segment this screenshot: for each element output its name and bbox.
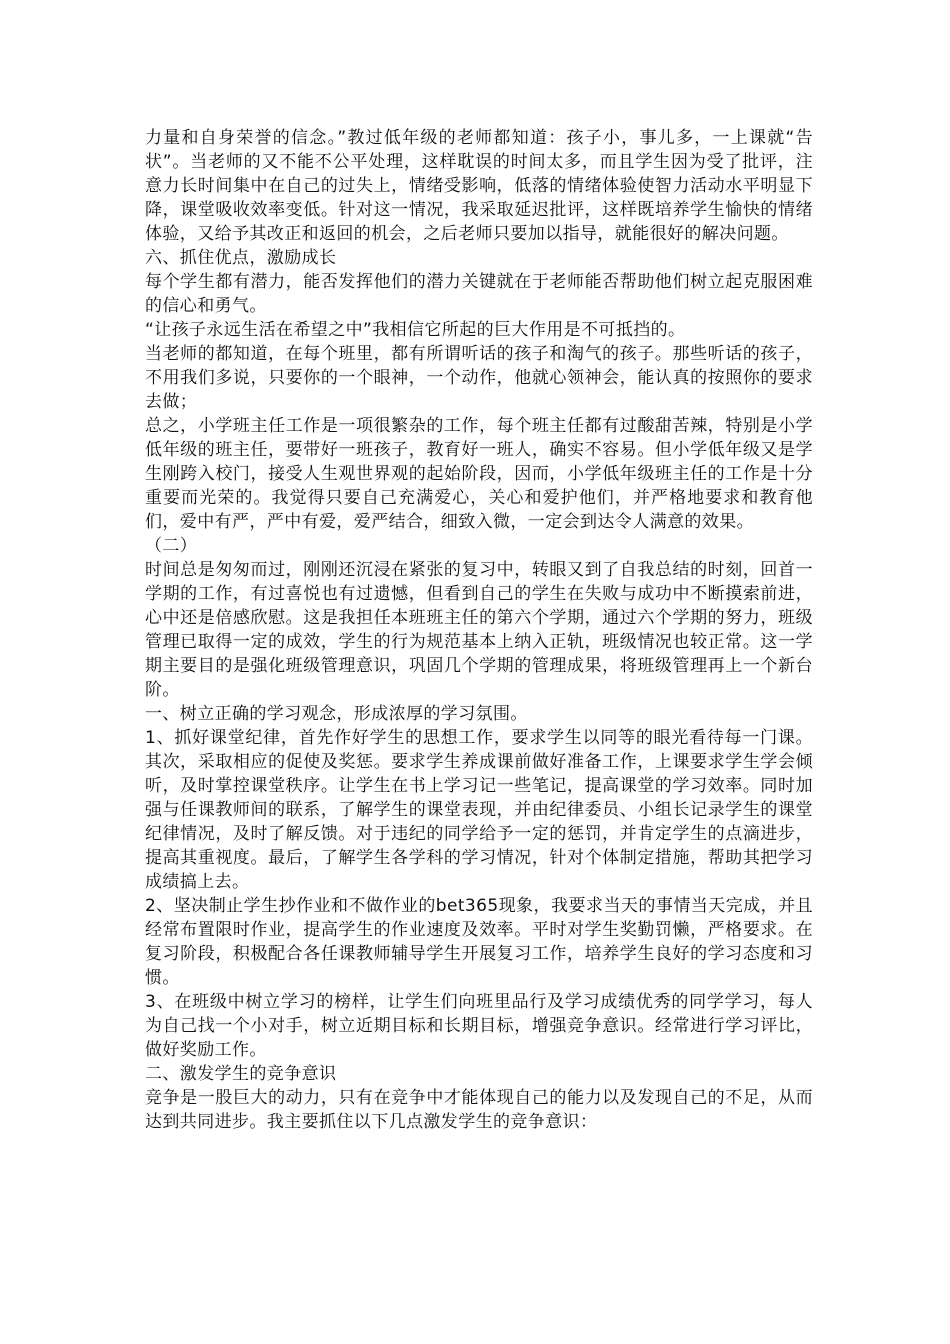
paragraph-item-3: 3、在班级中树立学习的榜样，让学生们向班里品行及学习成绩优秀的同学学习，每人为自己找一个小对手，树立近期目标和长期目标，增强竞争意识。经常进行学习评比，做好奖励工作。 xyxy=(145,992,813,1060)
paragraph-semester-intro: 时间总是匆匆而过，刚刚还沉浸在紧张的复习中，转眼又到了自我总结的时刻，回首一学期的工作，有过喜悦也有过遗憾，但看到自己的学生在失败与成功中不断摸索前进，心中还是倍感欣慰。这是我担任本班班主任的第六个学期，通过六个学期的努力，班级管理已取得一定的成效，学生的行为规范基本上纳入正轨，班级情况也较正常。这一学期主要目的是强化班级管理意识，巩固几个学期的管理成果，将班级管理再上一个新台阶。 xyxy=(145,560,813,700)
paragraph-item-1: 1、抓好课堂纪律，首先作好学生的思想工作，要求学生以同等的眼光看待每一门课。其次，采取相应的促使及奖惩。要求学生养成课前做好准备工作，上课要求学生学会倾听，及时掌控课堂秩序。让学生在书上学习记一些笔记，提高课堂的学习效率。同时加强与任课教师间的联系，了解学生的课堂表现，并由纪律委员、小组长记录学生的课堂纪律情况，及时了解反馈。对于违纪的同学给予一定的惩罚，并肯定学生的点滴进步，提高其重视度。最后，了解学生各学科的学习情况，针对个体制定措施，帮助其把学习成绩搞上去。 xyxy=(145,728,813,892)
section-heading-six: 六、抓住优点，激励成长 xyxy=(145,248,337,268)
paragraph-delayed-criticism: 力量和自身荣誉的信念。”教过低年级的老师都知道：孩子小，事儿多，一上课就“告状”。当老师的又不能不公平处理，这样耽误的时间太多，而且学生因为受了批评，注意力长时间集中在自己的过失上，情绪受影响，低落的情绪体验使智力活动水平明显下降，课堂吸收效率变低。针对这一情况，我采取延迟批评，这样既培养学生愉快的情绪体验，又给予其改正和返回的机会，之后老师只要加以指导，就能很好的解决问题。 xyxy=(145,128,813,244)
section-heading-two: 二、激发学生的竞争意识 xyxy=(145,1064,337,1084)
paragraph-conclusion: 总之，小学班主任工作是一项很繁杂的工作，每个班主任都有过酸甜苦辣，特别是小学低年级的班主任，要带好一班孩子，教育好一班人，确实不容易。但小学低年级又是学生刚跨入校门，接受人生观世界观的起始阶段，因而，小学低年级班主任的工作是十分重要而光荣的。我觉得只要自己充满爱心，关心和爱护他们，并严格地要求和教育他们，爱中有严，严中有爱，爱严结合，细致入微，一定会到达令人满意的效果。 xyxy=(145,416,813,532)
paragraph-hope-quote: “让孩子永远生活在希望之中”我相信它所起的巨大作用是不可抵挡的。 xyxy=(145,320,686,340)
section-heading-one: 一、树立正确的学习观念，形成浓厚的学习氛围。 xyxy=(145,704,528,724)
part-two-heading: （二） xyxy=(145,536,198,556)
paragraph-item-2: 2、坚决制止学生抄作业和不做作业的bet365现象，我要求当天的事情当天完成，并且经常布置限时作业，提高学生的作业速度及效率。平时对学生奖勤罚懒，严格要求。在复习阶段，积极配合各任课教师辅导学生开展复习工作，培养学生良好的学习态度和习惯。 xyxy=(145,896,813,988)
paragraph-obedient-children: 当老师的都知道，在每个班里，都有所谓听话的孩子和淘气的孩子。那些听话的孩子，不用我们多说，只要你的一个眼神，一个动作，他就心领神会，能认真的按照你的要求去做； xyxy=(145,344,813,412)
paragraph-potential: 每个学生都有潜力，能否发挥他们的潜力关键就在于老师能否帮助他们树立起克服困难的信心和勇气。 xyxy=(145,272,813,316)
document-body xyxy=(145,126,813,1134)
paragraph-competition: 竞争是一股巨大的动力，只有在竞争中才能体现自己的能力以及发现自己的不足，从而达到共同进步。我主要抓住以下几点激发学生的竞争意识： xyxy=(145,1088,813,1132)
